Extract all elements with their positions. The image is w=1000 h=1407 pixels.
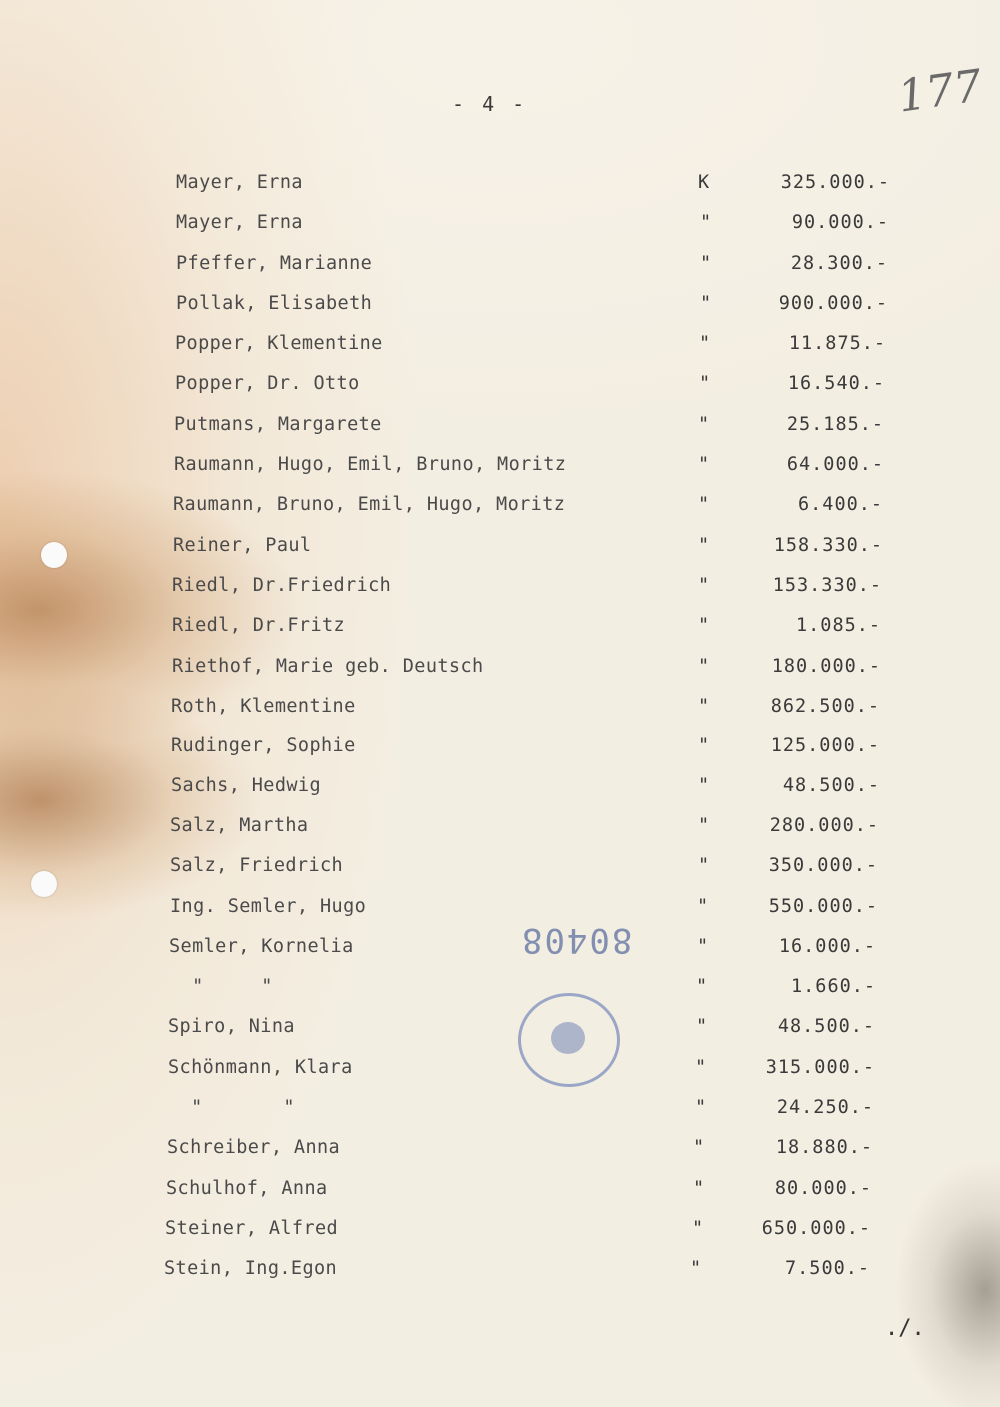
entry-amount: 90.000.-: [791, 212, 889, 233]
list-item: [168, 1097, 1000, 1127]
entry-name-ditto: " ": [169, 976, 273, 997]
entry-amount: 80.000.-: [774, 1178, 872, 1199]
list-item: [172, 615, 1000, 645]
entry-name: Rudinger, Sophie: [171, 735, 356, 756]
list-item: [176, 253, 1000, 283]
entry-amount: 650.000.-: [761, 1218, 871, 1239]
list-item: [170, 855, 1000, 885]
list-item: [173, 535, 1000, 565]
entry-amount: 28.300.-: [790, 253, 888, 274]
entry-name: Roth, Klementine: [171, 696, 356, 717]
entry-name: Mayer, Erna: [176, 212, 303, 233]
entry-amount: 7.500.-: [785, 1258, 870, 1279]
entry-amount: 125.000.-: [770, 735, 880, 756]
entry-name: Schulhof, Anna: [166, 1178, 328, 1199]
entry-mark: ": [693, 1178, 705, 1199]
list-item: [175, 333, 1000, 363]
entry-name-ditto: " ": [168, 1097, 295, 1118]
entry-amount: 1.085.-: [796, 615, 881, 636]
handwritten-folio-number: 177: [894, 60, 986, 123]
entry-name: Putmans, Margarete: [174, 414, 382, 435]
entry-amount: 25.185.-: [786, 414, 884, 435]
entry-amount: 16.540.-: [787, 373, 885, 394]
list-item: [174, 414, 1000, 444]
entry-name: Sachs, Hedwig: [171, 775, 321, 796]
entry-amount: 1.660.-: [791, 976, 876, 997]
entry-mark: ": [698, 696, 710, 717]
entry-amount: 180.000.-: [771, 656, 881, 677]
list-item: [170, 815, 1000, 845]
entry-name: Pollak, Elisabeth: [176, 293, 373, 314]
entry-name: Schreiber, Anna: [167, 1137, 341, 1158]
entry-name: Ing. Semler, Hugo: [170, 896, 367, 917]
entry-mark: ": [699, 333, 711, 354]
entry-amount: 350.000.-: [768, 855, 878, 876]
entry-amount: 18.880.-: [775, 1137, 873, 1158]
entry-mark: ": [700, 212, 712, 233]
entry-name: Riethof, Marie geb. Deutsch: [172, 656, 484, 677]
entry-amount: 6.400.-: [798, 494, 883, 515]
entry-name: Semler, Kornelia: [169, 936, 354, 957]
entry-amount: 315.000.-: [765, 1057, 875, 1078]
entry-name: Salz, Martha: [170, 815, 309, 836]
entry-name: Pfeffer, Marianne: [176, 253, 373, 274]
entry-mark: ": [696, 1016, 708, 1037]
list-item: [174, 454, 1000, 484]
entry-mark: ": [698, 615, 710, 636]
entry-amount: 900.000.-: [778, 293, 888, 314]
entry-amount: 16.000.-: [778, 936, 876, 957]
entry-amount: 64.000.-: [786, 454, 884, 475]
list-item: [165, 1218, 1000, 1248]
entry-name: Riedl, Dr.Friedrich: [172, 575, 392, 596]
entry-name: Steiner, Alfred: [165, 1218, 339, 1239]
entry-mark: ": [698, 535, 710, 556]
entry-name: Schönmann, Klara: [168, 1057, 353, 1078]
entry-name: Raumann, Hugo, Emil, Bruno, Moritz: [174, 454, 567, 475]
entry-amount: 48.500.-: [782, 775, 880, 796]
list-item: [176, 212, 1000, 242]
entry-amount: 48.500.-: [777, 1016, 875, 1037]
entry-mark: ": [699, 373, 711, 394]
entry-name: Reiner, Paul: [173, 535, 312, 556]
entry-mark: ": [698, 575, 710, 596]
entry-mark: ": [698, 454, 710, 475]
entry-amount: 325.000.-: [780, 172, 890, 193]
list-item: [175, 373, 1000, 403]
entry-amount: 153.330.-: [772, 575, 882, 596]
round-seal-stamp: [518, 993, 620, 1087]
entry-name: Stein, Ing.Egon: [164, 1258, 338, 1279]
entry-amount: 862.500.-: [770, 696, 880, 717]
entry-name: Mayer, Erna: [176, 172, 303, 193]
entry-mark: ": [698, 735, 710, 756]
entry-name: Popper, Dr. Otto: [175, 373, 360, 394]
entry-mark: K: [698, 172, 710, 193]
entry-name: Riedl, Dr.Fritz: [172, 615, 346, 636]
entry-amount: 280.000.-: [769, 815, 879, 836]
entry-amount: 158.330.-: [773, 535, 883, 556]
entry-amount: 11.875.-: [788, 333, 886, 354]
entry-amount: 24.250.-: [776, 1097, 874, 1118]
list-item: [171, 696, 1000, 726]
entry-name: Spiro, Nina: [168, 1016, 295, 1037]
list-item: [167, 1137, 1000, 1167]
entry-mark: ": [693, 1137, 705, 1158]
entry-name: Raumann, Bruno, Emil, Hugo, Moritz: [173, 494, 566, 515]
entry-mark: ": [700, 293, 712, 314]
list-item: [171, 735, 1000, 765]
list-item: [176, 172, 1000, 202]
list-item: [176, 293, 1000, 323]
entry-mark: ": [695, 1097, 707, 1118]
entry-name: Salz, Friedrich: [170, 855, 344, 876]
list-item: [172, 575, 1000, 605]
entry-mark: ": [698, 656, 710, 677]
stamp-number: 80408: [520, 920, 633, 960]
list-item: [172, 656, 1000, 686]
entry-mark: ": [698, 414, 710, 435]
entry-mark: ": [697, 896, 709, 917]
entry-mark: ": [698, 775, 710, 796]
list-item: [166, 1178, 1000, 1208]
entry-mark: ": [695, 1057, 707, 1078]
entry-mark: ": [698, 494, 710, 515]
page-number: - 4 -: [452, 92, 528, 116]
entry-mark: ": [698, 815, 710, 836]
entry-mark: ": [692, 1218, 704, 1239]
list-item: [164, 1258, 1000, 1288]
entry-mark: ": [698, 855, 710, 876]
entry-amount: 550.000.-: [768, 896, 878, 917]
entry-mark: ": [697, 936, 709, 957]
list-item: [171, 775, 1000, 805]
entry-name: Popper, Klementine: [175, 333, 383, 354]
entry-mark: ": [696, 976, 708, 997]
entry-mark: ": [700, 253, 712, 274]
list-item: [173, 494, 1000, 524]
entry-mark: ": [690, 1258, 702, 1279]
continuation-mark: ./.: [885, 1316, 925, 1341]
